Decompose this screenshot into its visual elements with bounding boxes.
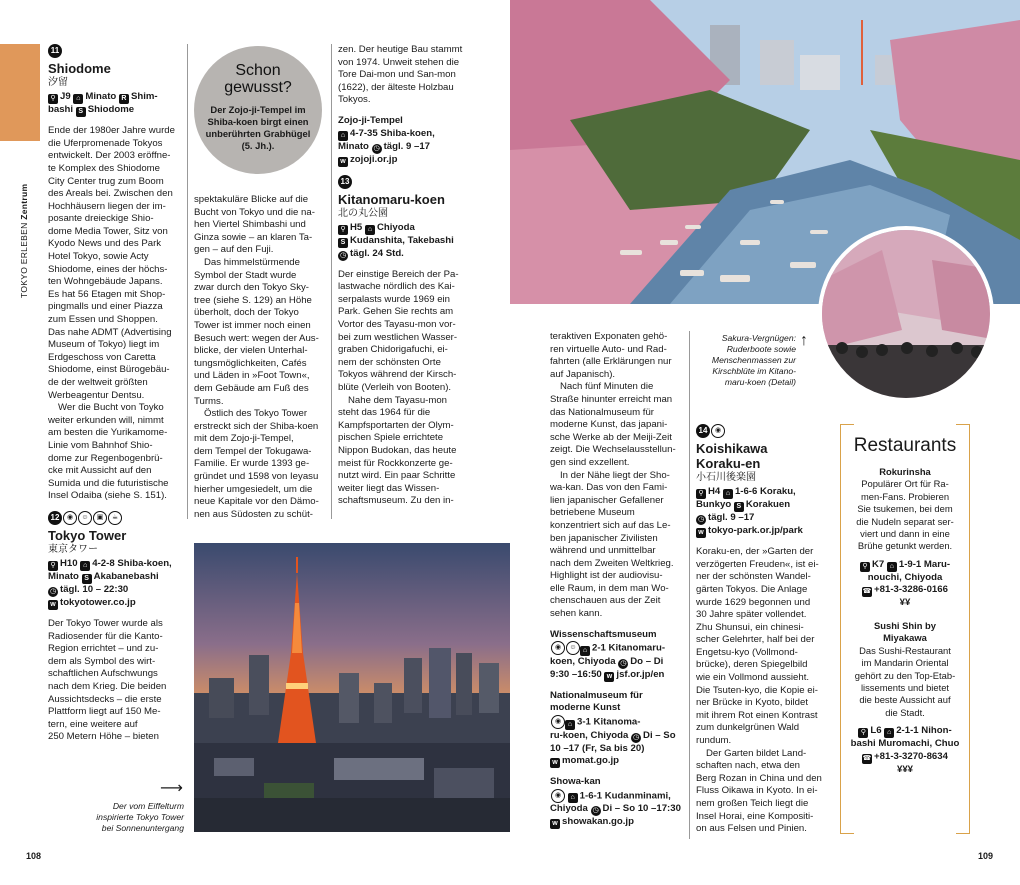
crowd-inset-photo (818, 226, 994, 402)
text-line: Hochhäusern liegen der im- (48, 200, 166, 212)
text-line: von 1974. Unweit stehen die (338, 56, 460, 68)
text-line: rundum. (696, 735, 732, 747)
text-line: tern, eine weitere auf (48, 718, 138, 730)
text-line: Besuch wert: wegen der Aus- (194, 332, 319, 344)
text-line: mit ihrem Rot einen Kontrast (696, 709, 818, 721)
text-line: lien japanischer Gefallener (550, 494, 664, 506)
text-line: blicke, der vielen Unterhal- (194, 345, 308, 357)
page-number: 108 (26, 851, 42, 861)
family-icon: ☺ (78, 511, 92, 525)
text-line: gen – auf den Fuji. (194, 244, 274, 256)
did-you-know-bubble: Schon gewusst? Der Zojo-ji-Tempel im Shiba-koen birgt einen unberührten Grabhügel (5. Jh.). (194, 46, 322, 174)
text-line: blüte (Verleih von Booten). (338, 382, 452, 394)
text-line: dem Tempel der Tokugawa- (194, 445, 312, 457)
text-line: posante dreieckige Shio- (48, 213, 154, 225)
text-line: Tokyos. (338, 94, 371, 106)
column-right-1: teraktiven Exponaten gehö- ren virtuelle Auto- und Rad- fahrten (alle Erklärungen nur auf Japanisch). Nach fünf Minuten die Straße hinunter erreicht man das Nationalmuseum für moderne Kunst, das japani- sche Werke ab der Meiji-Zeit zeigt. Die Wechselausstellun- gen sind exzellent. In der Nähe liegt der Sho- wa-kan. Das von den Fami- lien japanischer Gefallener betriebene Museum konzentriert sich auf das Le- ben japanischer Zivilisten während und unmittelbar nach dem Zweiten Weltkrieg. Highlight ist der audiovisu- elle Raum, in dem man Wo- chenschauen aus der Zeit sehen kann. Wissenschaftsmuseum ◉ ☺ ⌂ 2-1 Kitanomaru- koen, Chiyoda ◷ Do – Di 9:30 –16:50 w jsf.or.jp/en Nationalmuseum für moderne Kunst ◉ ⌂ 3-1 Kitanoma- ru-koen, Chiyoda ◷ Di – So 10 –17 (Fr, Sa bis 20) w momat.go.jp Showa-kan ◉ ⌂ 1-6-1 Kudanminami, Chiyoda ◷ Di – So 10 –17:30 w showakan.go.jp (550, 331, 686, 841)
text-line: 250 Metern Höhe – bieten (48, 731, 159, 743)
text-line: In der Nähe liegt der Sho- (560, 469, 670, 481)
text-line: wie ein Vollmond aussieht. (696, 672, 810, 684)
text-line: ben japanischer Zivilisten (550, 532, 658, 544)
text-line: weiter liegt das Wissen- (338, 482, 440, 494)
text-line: spektakuläre Blicke auf die (194, 194, 309, 205)
text-line: Sumida und die futuristische (48, 477, 169, 489)
text-line: und Läden in »Foot Town«, (194, 370, 310, 382)
text-line: Der Garten bildet Land- (706, 747, 807, 759)
text-line: scher Gelehrter, half bei der (696, 634, 815, 646)
text-line: nutzt wird. Ein paar Schritte (338, 470, 456, 482)
text-line: wurde 1629 begonnen und (696, 596, 811, 608)
text-line: Der einstige Bereich der Pa- (338, 268, 459, 280)
text-line: Wer die Bucht von Toyko (58, 402, 164, 414)
divider (187, 44, 188, 519)
text-line: Engetsu-kyo (Vollmond- (696, 646, 798, 658)
text-line: konzentriert sich auf das Le- (550, 519, 671, 531)
text-line: Familie. Er wurde 1393 ge- (194, 458, 310, 470)
text-line: hierher umgesiedelt, um die (194, 483, 313, 495)
text-line: Radiosender für die Kanto- (48, 630, 163, 642)
text-line: Region errichtet – und zu- (48, 643, 159, 655)
text-line: Das himmelstürmende (204, 256, 300, 268)
map-pin-icon: ⚲ (48, 94, 58, 104)
text-line: schaftsmuseum. Zu den in- (338, 495, 454, 507)
text-line: Die Tsuten-kyo, die Kopie ei- (696, 684, 818, 696)
text-line: tungsmöglichkeiten, Cafés (194, 357, 307, 369)
text-line: Populärer Ort für Ra- (861, 478, 949, 490)
text-line: viert und dann in eine (860, 528, 950, 540)
entry-number: 11 (48, 44, 62, 58)
text-line: nem großen Teich liegt die (696, 798, 809, 809)
text-line: Östlich des Tokyo Tower (204, 408, 308, 420)
text-line: das Nationalmuseum für (550, 406, 654, 418)
text-line: mit dem Zojo-ji-Tempel, (194, 433, 294, 445)
text-line: Kirschblüte im Kitano- (712, 366, 796, 376)
text-line: nach dem Krieg. Die beiden (48, 681, 167, 693)
text-line: lastwache nördlich des Kai- (338, 281, 455, 293)
text-line: zwar durch den Tokyo Sky- (194, 282, 309, 294)
photo-caption (80, 801, 184, 834)
column-right-2: 14 ◉ Koishikawa Koraku-en 小石川後楽園 ⚲ H4 ⌂ 1-6-6 Koraku, Bunkyo S Korakuen ◷ tägl. 9 –17 w tokyo-park.or.jp/park Koraku-en, der »Garten der verzögerten Freuden«, ist ei- ner der schönsten Wandel- gärten Tokyos. Die Anlage wurde 1629 begonnen und 30 Jahre später vollendet. Zhu Shunsui, ein chinesi- scher Gelehrter, half bei der Engetsu-kyo (Vollmond- brücke), deren Spiegelbild wie ein Vollmond aussieht. Die Tsuten-kyo, die Kopie ei- ner Brücke in Kyoto, bildet mit ihrem Rot einen Kontrast zum dunkelgrünen Wald rundum. Der Garten bildet Land- schaften nach, etwa den Berg Rozan in China und den Fluss Oikawa in Kyoto. In ei- nem großen Teich liegt die Insel Horai, eine Kompositi- on aus Felsen und Pinien. (696, 424, 830, 844)
text-line: dem als Symbol des wirt- (48, 655, 156, 667)
text-line: Erdgeschoss von Caretta (48, 351, 156, 363)
text-line: zeigt. Die Wechselausstellun- (550, 444, 676, 456)
text-line: Es hat 56 Etagen mit Shop- (48, 288, 166, 300)
text-line: Aussichtsdecks – die erste (48, 693, 162, 705)
text-line: Tokyos während der Kirsch- (338, 369, 457, 381)
text-line: Hotel Tokyo, sowie Acty (48, 251, 149, 263)
text-line: City Center trug zum Boom (48, 175, 164, 187)
text-line: gen sind exzellent. (550, 456, 630, 468)
text-line: dome zur Regenbogenbrü- (48, 452, 163, 464)
text-line: die Stadt. (885, 706, 925, 718)
text-line: dome Media Tower, Sitz von (48, 225, 168, 237)
text-line: Koraku-en, der »Garten der (696, 546, 814, 558)
text-line: brücke), deren Spiegelbild (696, 659, 808, 671)
text-line: Fluss Oikawa in Kyoto. In ei- (696, 785, 818, 797)
text-line: elle Raum, in dem man Wo- (550, 582, 669, 594)
text-line: de der weltweit größten (48, 377, 148, 388)
web-icon: w (48, 600, 58, 610)
text-line: ren virtuelle Auto- und Rad- (550, 343, 667, 355)
text-line: Vortor des Tayasu-mon vor- (338, 319, 456, 331)
text-line: Museum of Tokyo) liegt im (48, 339, 160, 351)
arrow-right-icon: ⟶ (160, 780, 183, 797)
text-line: Kyodo News und des Park (48, 238, 162, 250)
entry-title: Shiodome (48, 61, 111, 77)
clock-icon: ◷ (49, 588, 57, 596)
text-line: bei Sonnenuntergang (101, 823, 184, 833)
text-line: Straße hinunter erreicht man (550, 393, 673, 405)
text-line: auf Japanisch). (550, 368, 616, 380)
text-line: meist für Rockkonzerte ge- (338, 457, 453, 469)
text-line: Der Tokyo Tower wurde als (48, 618, 163, 630)
text-line: teraktiven Exponaten gehö- (550, 331, 668, 342)
paragraph (48, 402, 184, 503)
text-line: pischen Spiele errichtete (338, 432, 444, 444)
text-line: zum dunkelgrünen Wald (696, 722, 800, 734)
view-icon: ◉ (63, 511, 77, 525)
text-line: verzögerten Freuden«, ist ei- (696, 558, 819, 570)
text-line: weiter erkunden will, nimmt (48, 414, 164, 426)
restaurants-box: Restaurants Rokurinsha Populärer Ort für Ra- men-Fans. Probieren Sie tsukemen, bei dem die Nudeln separat ser- viert und dann in eine Brühe getunkt werden. ⚲ K7 ⌂ 1-9-1 Maru- nouchi, Chiyoda ☎ +81-3-3286-0166 ¥¥ Sushi Shin by Miyakawa Das Sushi-Restaurant im Mandarin Oriental gehört zu den Top-Etab- lissements und bietet die beste Aussicht auf die Stadt. ⚲ L6 ⌂ 2-1-1 Nihon- bashi Muromachi, Chuo ☎ +81-3-3270-8634 ¥¥¥ (840, 424, 970, 834)
shop-icon: ▣ (93, 511, 107, 525)
column-left-3: zen. Der heutige Bau stammt von 1974. Unweit stehen die Tore Dai-mon und San-mon (1622), der älteste Holzbau Tokyos. Zojo-ji-Tempel ⌂ 4-7-35 Shiba-koen, Minato ◷ tägl. 9 –17 w zojoji.or.jp 13 Kitanomaru-koen 北の丸公園 ⚲ H5 ⌂ Chiyoda S Kudanshita, Takebashi ◷ tägl. 24 Std. Der einstige Bereich der Pa- lastwache nördlich des Kai- serpalasts wurde 1969 ein Park. Gehen Sie rechts am Vortor des Tayasu-mon vor- bei zum westlichen Wasser- graben Chidorigafuchi, ei- nem der schönsten Orte Tokyos während der Kirsch- blüte (Verleih von Booten). Nahe dem Tayasu-mon steht das 1964 für die Kampfsportarten der Olym- pischen Spiele errichtete Nippon Budokan, das heute meist für Rockkonzerte ge- nutzt wird. Ein paar Schritte weiter liegt das Wissen- schaftsmuseum. Zu den in- (338, 44, 472, 524)
text-line: steht das 1964 für die (338, 407, 431, 419)
text-line: Insel Horai, eine Kompositi- (696, 810, 814, 822)
text-line: die beste Aussicht auf (859, 694, 951, 706)
text-line: Das nahe ADMT (Advertising (48, 326, 172, 338)
text-line: entwickelt. Der 2003 eröffne- (48, 150, 171, 162)
text-line: tree (siehe S. 129) an Höhe (194, 294, 312, 306)
text-line: nen aus Südosten zu schüt- (194, 508, 313, 520)
text-line: gehört zu den Top-Etab- (854, 669, 956, 681)
text-line: des Areals bei. Zwischen den (48, 188, 173, 200)
text-line: Ginza sowie – an klaren Ta- (194, 231, 313, 243)
text-line: während und unmittelbar (550, 545, 656, 557)
text-line: Linie vom Bahnhof Shio- (48, 439, 153, 451)
text-line: Sakura-Vergnügen: (721, 333, 796, 343)
text-line: graben Chidorigafuchi, ei- (338, 344, 448, 356)
text-line: nach dem Zweiten Weltkrieg. (550, 557, 674, 569)
text-line: inspirierte Tokyo Tower (96, 812, 184, 822)
text-line: im Mandarin Oriental (861, 657, 949, 669)
text-line: men-Fans. Probieren (860, 490, 950, 502)
phone-icon: ☎ (862, 588, 872, 596)
text-line: serpalasts wurde 1969 ein (338, 293, 450, 305)
divider (689, 331, 690, 839)
text-line: Park. Gehen Sie rechts am (338, 306, 454, 318)
text-line: Nippon Budokan, das heute (338, 445, 457, 456)
text-line: gärten Tokyos. Die Anlage (696, 583, 808, 595)
text-line: Turms. (194, 395, 224, 407)
text-line: betriebene Museum (550, 507, 635, 519)
rail-icon: R (119, 94, 129, 104)
text-line: erstreckt sich der Shiba-koen (194, 420, 319, 432)
entry-title: Tokyo Tower (48, 528, 127, 544)
text-line: Insel Odaiba (siehe S. 151). (48, 490, 167, 502)
paragraph (48, 125, 184, 402)
text-line: Highlight ist der audiovisu- (550, 570, 663, 582)
text-line: fahrten (alle Erklärungen nur (550, 356, 672, 368)
text-line: moderne Kunst, das japani- (550, 419, 668, 431)
text-line: bei zum westlichen Wasser- (338, 331, 458, 343)
chapter-label: TOKYO ERLEBEN Zentrum (19, 183, 29, 298)
text-line: on aus Felsen und Pinien. (696, 823, 807, 835)
text-line: Nahe dem Tayasu-mon (348, 394, 448, 406)
subway-icon: S (76, 107, 86, 117)
divider (331, 44, 332, 519)
text-line: Nach fünf Minuten die (560, 381, 654, 393)
text-line: maru-koen (Detail) (724, 377, 796, 387)
text-line: zum Essen und Shoppen. (48, 314, 158, 326)
text-line: schaftlichen Aufschwungs (48, 668, 158, 680)
text-line: ner der schönsten Wandel- (696, 571, 811, 583)
text-line: am besten die Yurikamome- (48, 427, 168, 439)
text-line: ten Wohngebäude Japans. (48, 276, 163, 288)
text-line: wa-kan. Das von den Fami- (550, 482, 668, 494)
text-line: chenschauen aus der Zeit (550, 595, 661, 607)
text-line: Sie tsukemen, bei dem (857, 503, 953, 515)
text-line: zen. Der heutige Bau stammt (338, 44, 463, 55)
photo-caption (696, 333, 796, 388)
text-line: Werbeagentur Dentsu. (48, 389, 145, 401)
text-line: Tore Dai-mon und San-mon (338, 69, 456, 81)
text-line: hen Viertel Shimbashi und (194, 219, 306, 231)
text-line: Zhu Shunsui, ein chinesi- (696, 621, 804, 633)
text-line: die Nudeln separat ser- (856, 515, 954, 527)
text-line: Tower ist immer noch einen (194, 319, 311, 331)
text-line: Plattform liegt auf 150 Me- (48, 706, 161, 718)
text-line: gründet und 1598 von Ieyasu (194, 471, 319, 483)
text-line: überholt, doch der Tokyo (194, 307, 299, 319)
text-line: sche Werke ab der Meiji-Zeit (550, 431, 672, 443)
text-line: cke mit Aussicht auf den (48, 465, 152, 477)
text-line: Berg Rozan in China und den (696, 772, 822, 784)
text-line: Das Sushi-Restaurant (859, 644, 951, 656)
text-line: dem Gebäude am Fuß des (194, 382, 309, 394)
text-line: Brühe getunkt werden. (857, 540, 953, 552)
text-line: Der vom Eiffelturm (112, 801, 184, 811)
tokyo-tower-photo (194, 543, 510, 832)
text-line: schaften nach, etwa den (696, 760, 801, 772)
column-left-2 (194, 194, 328, 524)
arrow-up-icon: ↑ (800, 332, 808, 349)
column-left-1: 11 Shiodome 汐留 ⚲ J9 ⌂ Minato R Shim- bashi S Shiodome Ende der 1980er Jahre wurde die Uferpromenade Tokyos entwickelt. Der 2003 eröffne- te Komplex des Shiodome City Center trug zum Boom des Areals bei. Zwischen den Hochhäusern liegen der im- posante dreieckige Shio- dome Media Tower, Sitz von Kyodo News und des Park Hotel Tokyo, sowie Acty Shiodome, eines der höchs- ten Wohngebäude Japans. Es hat 56 Etagen mit Shop- pingmalls und einer Piazza zum Essen und Shoppen. Das nahe ADMT (Advertising Museum of Tokyo) liegt im Erdgeschoss von Caretta Shiodome, einst Bürogebäu- de der weltweit größten Werbeagentur Dentsu. Wer die Bucht von Toyko weiter erkunden will, nimmt am besten die Yurikamome- Linie vom Bahnhof Shio- dome zur Regenbogenbrü- cke mit Aussicht auf den Sumida und die futuristische Insel Odaiba (siehe S. 151). 12 ◉ ☺ ▣ ☕ Tokyo Tower 東京タワー ⚲ H10 ⌂ 4-2-8 Shiba-koen, Minato S Akabanebashi ◷ tägl. 10 – 22:30 w tokyotower.co.jp Der Tokyo Tower wurde als Radiosender für die Kanto- Region errichtet – und zu- dem als Symbol des wirt- schaftlichen Aufschwungs nach dem Krieg. Die beiden Aussichtsdecks – die erste Plattform liegt auf 150 Me- tern, eine weitere auf 250 Metern Höhe – bieten (48, 44, 184, 844)
address-icon: ⌂ (73, 94, 83, 104)
text-line: Symbol der Stadt wurde (194, 269, 297, 281)
price-rating: ¥¥¥ (896, 763, 913, 775)
chapter-tab (0, 44, 40, 141)
text-line: lissements und bietet (860, 682, 950, 694)
text-line: nem der schönsten Orte (338, 356, 441, 368)
text-line: 30 Jahre später vollendet. (696, 609, 807, 621)
text-line: Ruderboote sowie (726, 344, 796, 354)
text-line: (1622), der älteste Holzbau (338, 81, 454, 93)
page-number: 109 (978, 851, 994, 861)
text-line: Kampfsportarten der Olym- (338, 419, 454, 431)
text-line: ner Brücke in Kyoto, bildet (696, 697, 808, 709)
text-line: Shiodome, eines der höchs- (48, 263, 168, 275)
text-line: Menschenmassen zur (711, 355, 796, 365)
text-line: sehen kann. (550, 608, 603, 620)
text-line: pingmalls und einer Piazza (48, 301, 163, 313)
text-line: neue Kapitale vor den Dämo- (194, 496, 319, 508)
text-line: Bucht von Tokyo und die na- (194, 206, 315, 218)
text-line: Shiodome, einst Bürogebäu- (48, 364, 170, 376)
text-line: Ende der 1980er Jahre wurde (48, 125, 175, 137)
cafe-icon: ☕ (108, 511, 122, 525)
price-rating: ¥¥ (899, 597, 911, 609)
text-line: te Komplex des Shiodome (48, 162, 160, 174)
text-line: die Uferpromenade Tokyos (48, 137, 163, 149)
